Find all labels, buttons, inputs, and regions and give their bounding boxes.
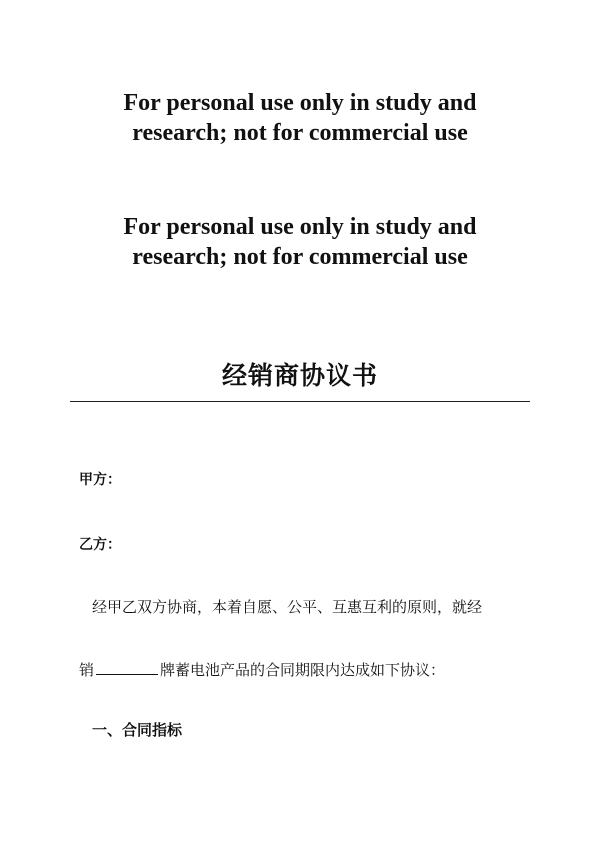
usage-notice-1 bbox=[60, 88, 540, 148]
section-1-heading: 一、合同指标 bbox=[92, 721, 183, 739]
usage-notice-1-line1: For personal use only in study and bbox=[123, 90, 477, 116]
title-underline bbox=[70, 401, 530, 402]
paragraph-line2-suffix: 牌蓄电池产品的合同期限内达成如下协议： bbox=[160, 661, 446, 679]
brand-blank-field bbox=[96, 660, 158, 675]
usage-notice-2-line2: research; not for commercial use bbox=[132, 244, 468, 270]
usage-notice-2 bbox=[60, 212, 540, 272]
party-a-label: 甲方： bbox=[79, 472, 121, 488]
usage-notice-1-line2: research; not for commercial use bbox=[132, 120, 468, 146]
agreement-paragraph-line2 bbox=[79, 660, 445, 680]
agreement-paragraph-line1: 经甲乙双方协商，本着自愿、公平、互惠互利的原则，就经 bbox=[92, 598, 483, 616]
paragraph-line2-prefix: 销 bbox=[79, 661, 95, 679]
usage-notice-2-line1: For personal use only in study and bbox=[123, 214, 477, 240]
party-b-label: 乙方： bbox=[79, 537, 121, 553]
document-title: 经销商协议书 bbox=[221, 361, 378, 390]
